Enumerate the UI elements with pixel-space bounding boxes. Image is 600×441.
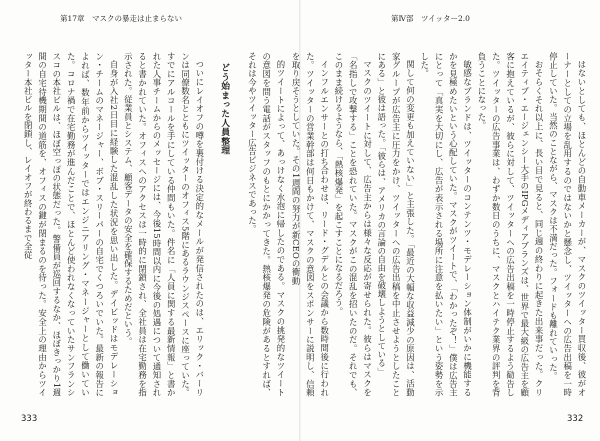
body-text (20, 52, 288, 397)
section-subheading: どう始まった人員整理 (219, 62, 230, 155)
paragraph: インフルエンサーとの打ち合わせは、リード・グデルとの会議から数時間後に行われた。ツイッターの営業幹部は何日もかけて、マスクの意図をスポンサーに説明し、信頼を取り戻そうとしていた。その1週間の努力が新CEOの衝動 (291, 52, 330, 397)
paragraph: 敏感なブランドは、ツイッターのコンテンツ・モデレーション体制がいかに機能するかを見極めたいという心配していた。マスクがツイートで、「わかったぞ！」僕は広告主にとって「真実を大切にし、広告が表示される場所に注意を払いたい」という姿勢を示した。 (419, 52, 473, 397)
paragraph: マスクのツイートに対して、広告主からは様々な反応が寄せられた。彼らはマスクを「名指しで攻撃する」ことを恐れていた。マスクがこの混乱を招いたのだ。それでも、このまま続けるようなら、「熱核爆発」を起こすことになるだろう。 (333, 52, 373, 397)
paragraph: 自身が入社2日目に経験した混乱した状況を思い出した。デイビッドはモデレーション・チームのマネージャー、ボブ・スリーパーの自宅でくつろいでいた。最新の報告によれば、数年前からツイッターではエンジニアリング・マネージャーとして働いていた。コロナ禍で在宅勤務が進んだことで、ほとんど使われなくなっていたサンフランシスコの本社ビルは、ほぼ空っぽの状態だった。警備員が巡回するなか、ほぼきっかり1週間の自宅待機期間の道筋を、オフィスの鍵が閉まるのを待った。安全上の理由からツイッター本社ビルを閉鎖し、レイオフが終わるまで全従 (23, 52, 120, 397)
running-head: 第Ⅳ部 ツイッター2.0 (391, 14, 470, 23)
paragraph: おそらくそれ以上に、長い目で見ると、同じ週の終わりに起きた出来事だった。クリエイティブ・エージェンシー大手のIPGメディアブランズは、世界で最大級の広告主を顧客に抱えているが、彼らに対して、ツイッターへの広告出稿を一時停止するよう勧告した。ツイッターの広告事業は、わずか数日のうちに、マスクとハイテク業界の評判を背負うことになった。 (476, 52, 545, 397)
body-text (291, 52, 589, 397)
page-number: 333 (21, 414, 38, 424)
left-page (0, 0, 299, 441)
paragraph: ついにレイオフの噂を裏付ける決定的なメールが発信されたのは、エリック・バーリンは同僚数名とともにツイッターのオフィス5階にあるラウンジスペースに座っていた。すでにアルコールを手にしている仲間もいた。件名に「人員に関する最新情報」と書かれた人事チームからのメッセージには、今後15時間以内に今後の処遇について通知されると書かれていた。オフィスへのアクセスは一時的に閉鎖され、全社員は在宅勤務を指示された。従業員とシステム、顧客データの安全を確保するためだという。 (123, 52, 205, 397)
paragraph: はないとしても、ほとんどの自動車メーカーが、マスクのツイッター買収後、彼がオーナーとしての立場を乱用するのではないかと懸念し、ツイッターへの広告出稿を一時停止していた。当然のことながら、マスクは不満だった。フォードも離れていった。 (548, 52, 587, 397)
paragraph: 関して何の変更も加えていない」と主張した。「最近の大幅な収益減少の原因は、活動家グループが広告主に圧力をかけ、ツイッターへの広告出稿を中止させようとしたことにある」と彼は語った。「彼らは、アメリカの言論の自由を破壊しようとしている」 (376, 52, 416, 397)
running-head: 第17章 マスクの暴走は止まらない (60, 14, 183, 23)
right-page (291, 0, 600, 441)
paragraph: 的ツイートによって、あっけなく水泡に帰したのである。マスクの挑発的なツイートの意図を問う電話がスタッフのもとにかかってきた。熱核爆発の危険があるとすれば、それは今やツイッター広告ビジネスであった。 (247, 52, 286, 397)
page-number: 332 (567, 414, 584, 424)
